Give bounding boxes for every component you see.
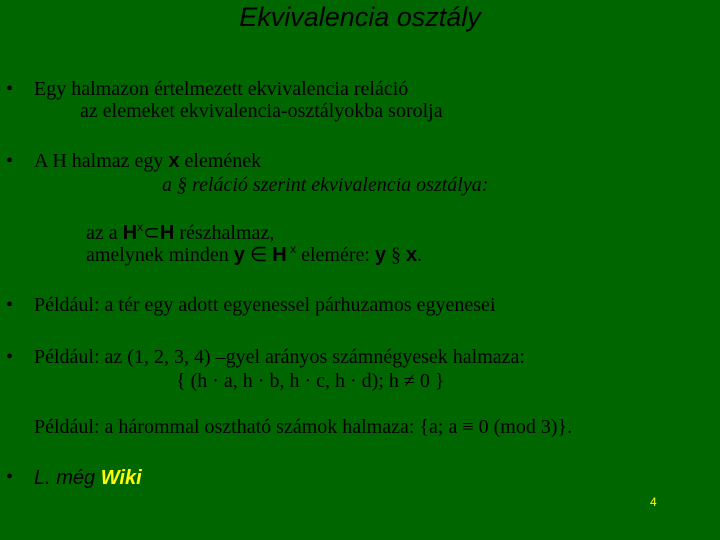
sub-rel: § [386, 244, 407, 266]
b2-text-1: A H halmaz egy [34, 150, 169, 172]
sub-subset: ⊂ [143, 222, 160, 244]
bullet-6: • [6, 466, 14, 488]
bullet-4-line-2: { (h · a, h · b, h · c, h · d); h ≠ 0 } [176, 370, 445, 392]
wiki-link[interactable]: Wiki [100, 467, 142, 489]
bullet-4: • [6, 346, 14, 368]
bullet-3: • [6, 294, 14, 316]
page-number: 4 [650, 495, 657, 509]
sub-sup-1: x [137, 220, 144, 234]
sub-text-4: elemére: [296, 244, 375, 266]
bullet-2: • [6, 150, 14, 172]
sub-H3: H [272, 244, 287, 266]
sub-H1: H [122, 222, 138, 244]
sub-text-2: részhalmaz, [174, 222, 275, 244]
b2-x: x [168, 150, 180, 172]
bullet-2-line-2: a § reláció szerint ekvivalencia osztálya: [162, 174, 489, 196]
page-title: Ekvivalencia osztály [239, 2, 481, 32]
bullet-1: • [6, 78, 14, 100]
sub-y1: y [233, 244, 245, 266]
sub-text-1: az a [86, 222, 123, 244]
bullet-4-line-1: Például: az (1, 2, 3, 4) –gyel arányos számnégyesek halmaza: [34, 346, 525, 368]
sub-in: ∈ [244, 244, 273, 266]
sub-y2: y [374, 244, 387, 266]
example-line: Például: a hárommal osztható számok halmaza: {a; a ≡ 0 (mod 3)}. [34, 416, 573, 438]
bullet-1-line-1: Egy halmazon értelmezett ekvivalencia reláció [34, 78, 409, 100]
sub-sup-2: x [286, 242, 297, 256]
bullet-1-line-2: az elemeket ekvivalencia-osztályokba sorolja [80, 100, 443, 122]
bullet-3-line: Például: a tér egy adott egyenessel párhuzamos egyenesei [34, 294, 496, 316]
bullet-6-line [34, 467, 142, 490]
b2-text-2: elemének [179, 150, 262, 172]
sub-line-2 [86, 242, 422, 267]
sub-dot: . [417, 244, 423, 266]
sub-x: x [406, 244, 418, 266]
sub-H2: H [159, 222, 175, 244]
bullet-2-line-1 [34, 150, 261, 173]
see-also-text: L. még [34, 467, 101, 489]
sub-text-3: amelynek minden [86, 244, 234, 266]
